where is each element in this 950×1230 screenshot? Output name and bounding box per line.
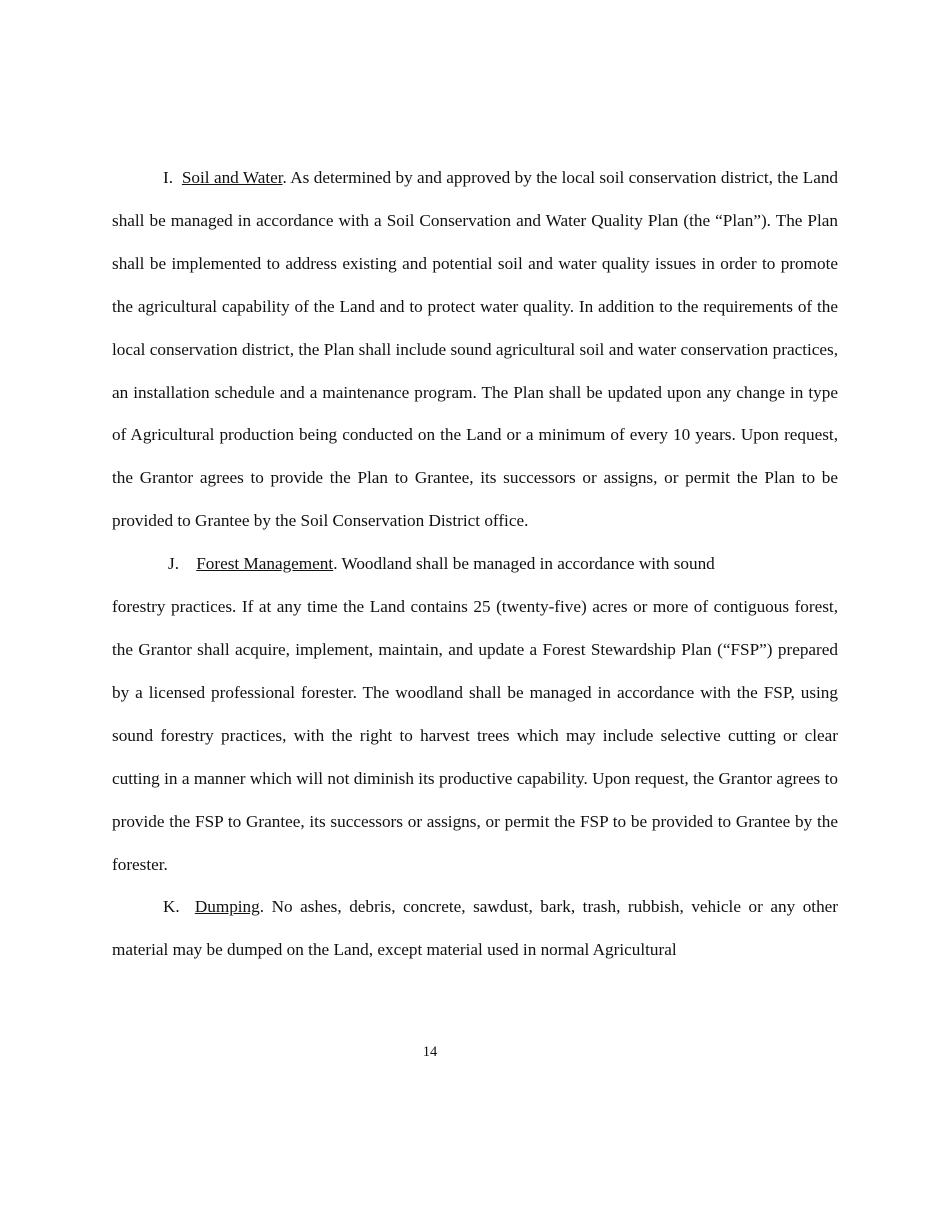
section-j-paragraph bbox=[112, 543, 838, 886]
section-i-label: I. bbox=[163, 168, 174, 187]
section-k-label: K. bbox=[163, 897, 180, 917]
document-body bbox=[112, 157, 838, 972]
section-i-paragraph bbox=[112, 157, 838, 543]
section-k-paragraph bbox=[112, 886, 838, 972]
section-k-heading: Dumping bbox=[194, 897, 260, 917]
section-j-first-line-text: . Woodland shall be managed in accordance with sound bbox=[333, 554, 715, 574]
section-j-first-line bbox=[112, 543, 838, 586]
page-number: 14 bbox=[422, 1044, 438, 1060]
section-j-text: forestry practices. If at any time the Land contains 25 (twenty-five) acres or more of contiguous forest, the Grantor shall acquire, implement, maintain, and update a Forest Stewardship Plan (“FSP”) prepared by a licensed professional forester. The woodland shall be managed in accordance with the FSP, using sound forestry practices, with the right to harvest trees which may include selective cutting or clear cutting in a manner which will not diminish its productive capability. Upon request, the Grantor agrees to provide the FSP to Grantee, its successors or assigns, or permit the FSP to be provided to Grantee by the forester. bbox=[112, 597, 838, 874]
section-j-heading: Forest Management bbox=[196, 554, 334, 574]
section-j-label: J. bbox=[168, 554, 179, 574]
section-k-text: . No ashes, debris, concrete, sawdust, bark, trash, rubbish, vehicle or any other material may be dumped on the Land, except material used in normal Agricultural bbox=[112, 897, 839, 960]
section-i-heading: Soil and Water bbox=[181, 168, 283, 187]
section-i-text: . As determined by and approved by the local soil conservation district, the Land shall be managed in accordance with a Soil Conservation and Water Quality Plan (the “Plan”). The Plan shall be implemented to address existing and potential soil and water quality issues in order to promote the agricultural capability of the Land and to protect water quality. In addition to the requirements of the local conservation district, the Plan shall include sound agricultural soil and water conservation practices, an installation schedule and a maintenance program. The Plan shall be updated upon any change in type of Agricultural production being conducted on the Land or a minimum of every 10 years. Upon request, the Grantor agrees to provide the Plan to Grantee, its successors or assigns, or permit the Plan to be provided to Grantee by the Soil Conservation District office. bbox=[112, 168, 839, 531]
